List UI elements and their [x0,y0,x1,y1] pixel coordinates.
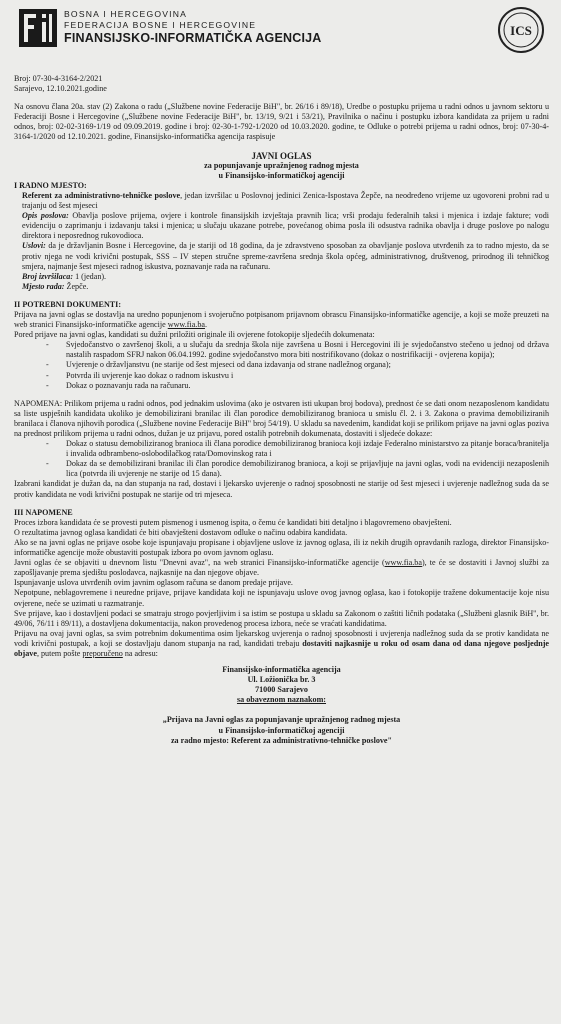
job-requirements: Uslovi: da je državljanin Bosne i Hercegovine, da je stariji od 18 godina, da je zdravstveno sposoban za obavljanje poslova utvrđenih za to radno mjesto, da se protiv njega ne vodi krivični postupak, SSS – IV stepen stručne spreme-završena srednja škola općeg, administrativnog, društvenog, prirodnog ili tehničkog smjera, najmanje šest mjeseci radnog iskustva, poznavanje rada na računaru. [22,241,549,271]
veterans-documents-list [14,439,549,479]
seal-text: ICS [510,23,532,38]
list-item: - Svjedočanstvo o završenoj školi, a u slučaju da srednja škola nije završena u Bosni i Hercegovini ili je svjedočanstvo stečeno u jednoj od država nastalih raspadom SFRJ nakon 06.04.1992. godine svjedočanstvo mora biti nostrifikovano (dokaz o nostrifikaciji - ovjerena kopija); [66,340,549,360]
required-documents-intro: Pored prijave na javni oglas, kandidati su dužni priložiti originale ili ovjerene fotokopije sljedećih dokumenata: [14,330,375,340]
privacy-notice: Sve prijave, kao i dostavljeni podaci se smatraju strogo povjerljivim i sa istim se postupa u skladu sa Zakonom o zaštiti ličnih podataka („Službeni glasnik BiH", br. 49/06, 76/11 i 89/11), a dostavljena dokumentacija, nakon provedenog procesa izbora, neće se vraćati kandidatima. [14,608,549,628]
section-2-heading: II POTREBNI DOKUMENTI: [14,299,122,309]
submission-deadline: dostaviti najkasnije u roku od osam dana od dana njegove posljednje objave [14,638,549,658]
reference-number: Broj: 07-30-4-3164-2/2021 [14,74,103,83]
document-date: Sarajevo, 12.10.2021.godine [14,84,107,94]
list-item: - Dokaz o statusu demobiliziranog branioca ili člana porodice demobiliziranog branioca koji izdaje Federalno ministarstvo za pitanje boraca/branitelja i invalida odbrambeno-oslobodilačkog rata/Domovinskog rata i [66,439,549,459]
selection-process: Proces izbora kandidata će se provesti putem pismenog i usmenog ispita, o čemu će kandidati biti detaljno i blagovremeno obavješteni. [14,517,452,527]
job-duties: Opis poslova: Obavlja poslove prijema, ovjere i kontrole finansijskih izvještaja pravnih lica; vrši prodaju federalnih taksi i mjenica i izdaje fakture; vodi evidenciju o zaprimanju i izdavanju taksi i mjenica; u slučaju ukazane potrebe, povećanog obima posla ili odsustva radnika obavlja i druge poslove po nalogu direktora i neposrednog rukovodioca. [22,211,550,241]
fia-website-link[interactable]: www.fia.ba [384,558,422,568]
list-item: - Dokaz da se demobilizirani branilac ili član porodice demobiliziranog branioca, a koji se prijavljuje na javni oglas, vodi na evidenciji nezaposlenih lica (potvrda ili uvjerenje ne starije od 15 dana). [66,459,549,479]
ics-certification-seal-icon [497,6,545,54]
title-line-3: u Finansijsko-informatičkoj agenciji [218,170,345,180]
incomplete-applications: Nepotpune, neblagovremene i neuredne prijave, prijave kandidata koji ne ispunjavaju uslove ovog javnog oglasa, kao i fotokopije tražene dokumentacije koje nisu ovjerene, neće se uzimati u razmatranje. [14,588,549,608]
selected-candidate-note: Izabrani kandidat je dužan da, na dan stupanja na rad, dostavi i ljekarsko uvjerenje o radnoj sposobnosti ne starije od šest mjeseci i uvjerenje nadležnog suda da se protiv kandidata ne vodi krivični postupak ne starije od tri mjeseca. [14,479,549,499]
header-federation: FEDERACIJA BOSNE I HERCEGOVINE [64,20,257,30]
header-agency: FINANSIJSKO-INFORMATIČKA AGENCIJA [64,31,322,45]
number-of-positions: Broj izvršilaca: 1 (jedan). [22,271,107,281]
fia-website-link[interactable]: www.fia.ba [167,320,205,330]
title-line-2: za popunjavanje upražnjenog radnog mjesta [204,160,359,170]
required-documents-list [14,340,549,390]
reference-block [14,74,549,94]
mailing-address: Finansijsko-informatička agencija Ul. Ložionička br. 3 71000 Sarajevo sa obaveznom naznakom: [222,665,341,705]
intro-paragraph: Na osnovu člana 20a. stav (2) Zakona o radu („Službene novine Federacije BiH", br. 26/16 i 89/18), Uredbe o postupku prijema u radni odnos u javnom sektoru u Federaciji Bosne i Hercegovine („Službene novine Federacije BiH", br. 13/19, 9/21 i 53/21), Pravilnika o načinu i postupku izbora kandidata za prijem u radni odnos, broj: 02-02-3169-1/19 od 09.09.2019. godine i broj: 02-30-1-792-1/2020 od 10.03.2020. godine, te Odluke o potrebi prijema u radni odnos, broj: 07-30-4-3164-1/2020 od 12.10.2021. godine, Finansijsko-informatička agencija raspisuje [14,102,549,142]
position-description: Referent za administrativno-tehničke poslove, jedan izvršilac u Poslovnoj jedinici Zenica-Ispostava Žepče, na neodređeno vrijeme uz ugovoreni probni rad u trajanju od šest mjeseci [22,190,549,211]
submission-instructions: Prijavu na ovaj javni oglas, sa svim potrebnim dokumentima osim ljekarskog uvjerenja o radnoj sposobnosti i uvjerenja nadležnog suda da se protiv kandidata ne vodi krivični postupak, a koji se dostavljaju danom stupanja na rad, kandidati trebaju dostaviti najkasnije u roku od osam dana od dana njegove posljednje objave, putem pošte preporučeno na adresu: [14,628,549,658]
letterhead [14,6,549,56]
application-instructions: Prijava na javni oglas se dostavlja na uredno popunjenom i svojeručno potpisanom prijavnom obrascu Finansijsko-informatičke agencije, a koji se može preuzeti na web stranici Finansijsko-informatičke agencije www.fia.ba. [14,309,549,330]
agency-logo-icon [18,8,58,48]
section-1-heading: I RADNO MJESTO: [14,180,87,190]
envelope-label: „Prijava na Javni oglas za popunjavanje upražnjenog radnog mjesta u Finansijsko-informatičkoj agenciji za radno mjesto: Referent za administrativno-tehničke poslove" [162,715,401,745]
list-item: - Dokaz o poznavanju rada na računaru. [66,381,549,391]
list-item: - Uvjerenje o državljanstvu (ne starije od šest mjeseci od dana izdavanja od strane nadležnog organa); [66,360,549,370]
publication-notice: Javni oglas će se objaviti u dnevnom listu "Dnevni avaz", na web stranici Finansijsko-informatičke agencije (www.fia.ba), te će se dostaviti i Javnoj službi za zapošljavanje prema sjedištu poslodavca, najkasnije na dan njegove objave. [14,558,550,578]
veterans-priority-note: NAPOMENA: Prilikom prijema u radni odnos, pod jednakim uslovima (ako je ostvaren isti ukupan broj bodova), prednost će se dati onom nezaposlenom kandidatu sa liste uspješnih kandidata ukoliko je demobilizirani branilac ili član porodice demobiliziranog branioca u smislu čl. 2. i 3. Zakona o pravima demobiliziranih branilaca i članova njihovih porodica („Službene novine Federacije BiH" broj 54/19). U skladu sa navedenim, kandidat koji se prilikom prijave na javni oglas poziva na prednost prilikom prijema u radni odnos, dužan je uz prijavu, pored ostalih potrebnih dokumenata, dostaviti i sljedeće dokaze: [14,398,549,438]
section-3-heading: III NAPOMENE [14,507,73,517]
list-item: - Potvrda ili uvjerenje kao dokaz o radnom iskustvu i [66,371,549,381]
work-location: Mjesto rada: Žepče. [22,281,89,291]
header-country: BOSNA I HERCEGOVINA [64,9,188,19]
notice-title [14,151,549,181]
title-line-1: JAVNI OGLAS [251,150,312,161]
results-notice: O rezultatima javnog oglasa kandidati će biti obavješteni dostavom odluke o načinu odabira kandidata. [14,527,348,537]
position-title: Referent za administrativno-tehničke poslove [22,190,181,200]
eligibility-date: Ispunjavanje uslova utvrđenih ovim javnim oglasom računa se danom predaje prijave. [14,578,293,588]
suspension-notice: Ako se na javni oglas ne prijave osobe koje ispunjavaju propisane i objavljene uslove iz javnog oglasa, ili iz nekih drugih opravdanih razloga, direktor Finansijsko-informatičke agencije može obustaviti postupak izbora po ovom javnom oglasu. [14,537,549,558]
